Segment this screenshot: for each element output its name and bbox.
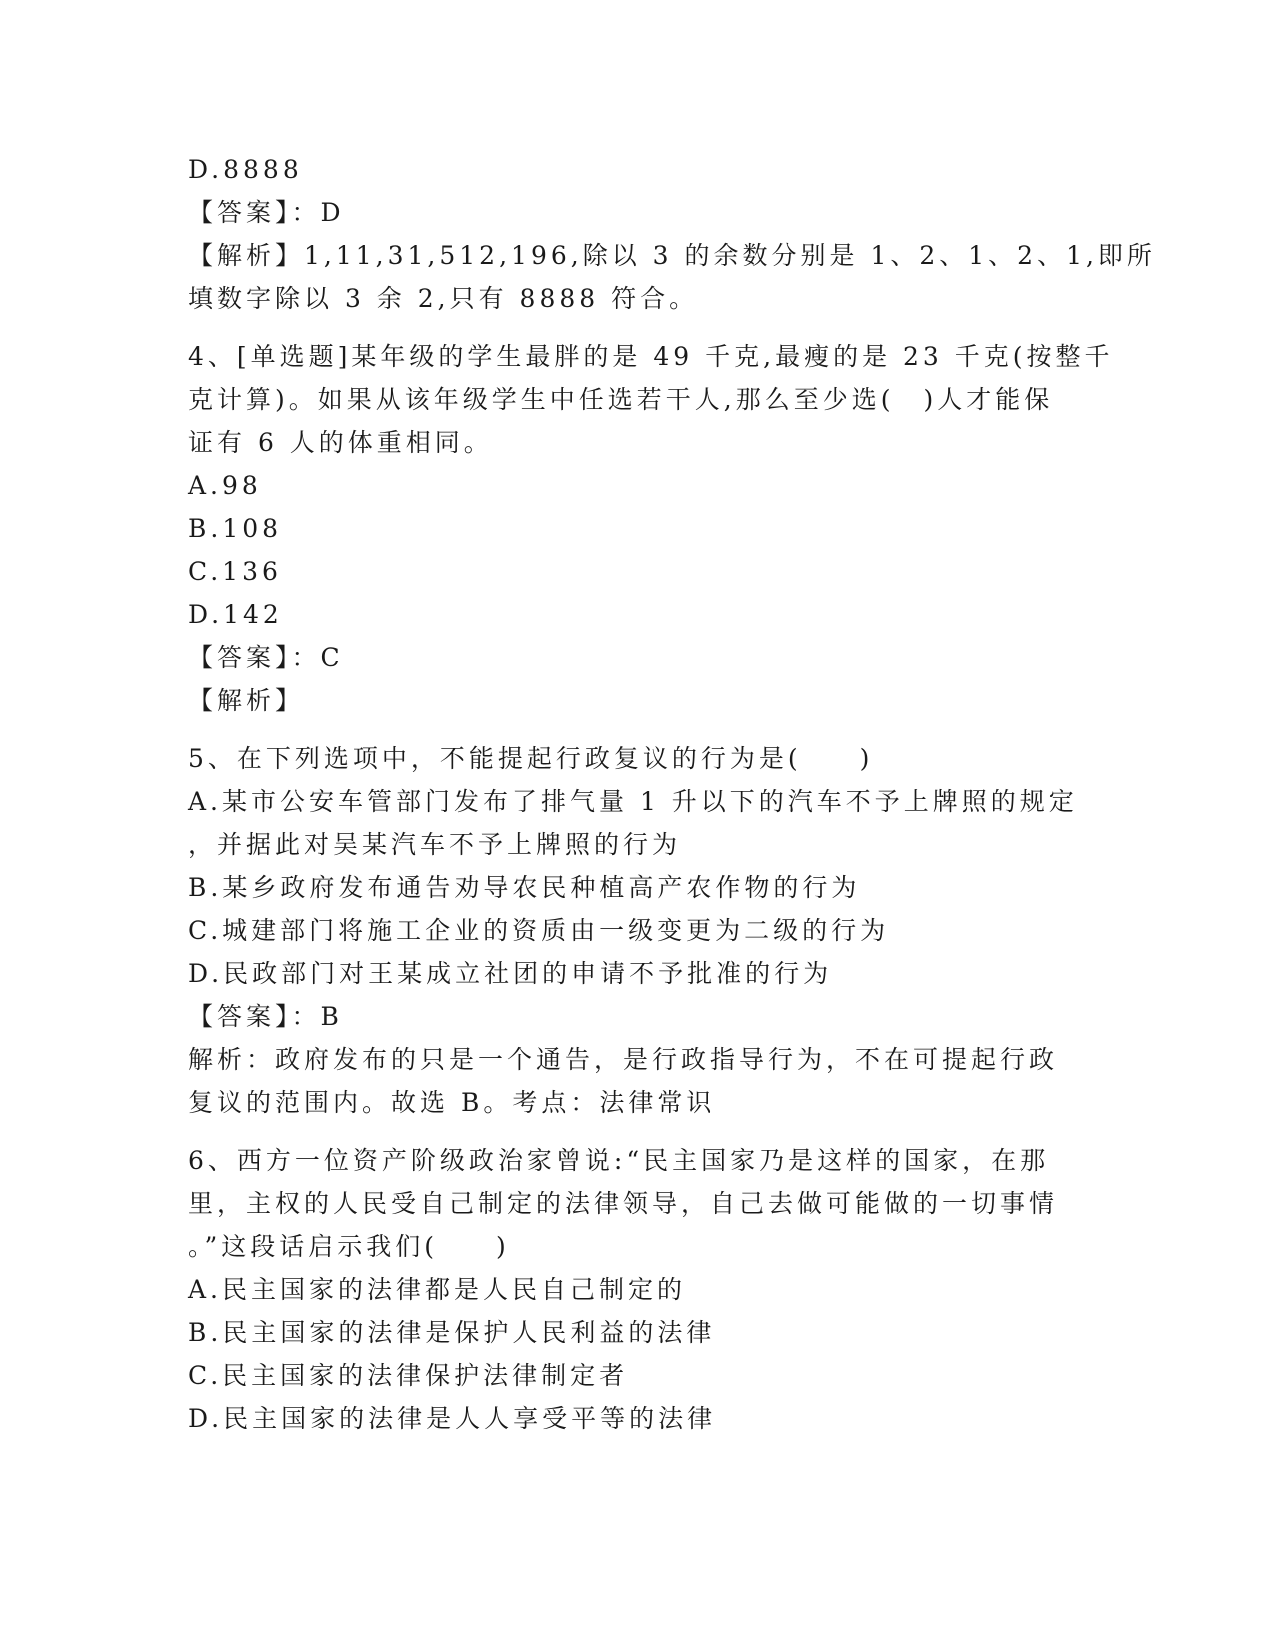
q6-option-b: B.民主国家的法律是保护人民利益的法律 xyxy=(188,1318,716,1347)
spacer xyxy=(188,320,1088,335)
q3-option-d: D.8888 xyxy=(188,155,303,184)
q3-analysis-line1: 【解析】1,11,31,512,196,除以 3 的余数分别是 1、2、1、2、1,即所 xyxy=(188,241,1156,270)
q5-analysis-line2: 复议的范围内。故选 B。考点：法律常识 xyxy=(188,1088,716,1117)
q6-stem-line3: 。”这段话启示我们( ) xyxy=(188,1232,510,1261)
q5-answer: 【答案】：B xyxy=(188,1002,343,1031)
q4-stem-line1: 4、[单选题]某年级的学生最胖的是 49 千克,最瘦的是 23 千克(按整千 xyxy=(188,342,1114,371)
q3-answer: 【答案】：D xyxy=(188,198,345,227)
q4-option-a: A.98 xyxy=(188,471,262,500)
q4-option-d: D.142 xyxy=(188,600,283,629)
q5-option-a-line2: ，并据此对吴某汽车不予上牌照的行为 xyxy=(188,830,682,859)
q6-stem-line1: 6、西方一位资产阶级政治家曾说:“民主国家乃是这样的国家，在那 xyxy=(188,1146,1050,1175)
q5-option-b: B.某乡政府发布通告劝导农民种植高产农作物的行为 xyxy=(188,873,861,902)
q4-stem-line3: 证有 6 人的体重相同。 xyxy=(188,428,493,457)
q4-option-c: C.136 xyxy=(188,557,282,586)
q5-analysis-line1: 解析：政府发布的只是一个通告，是行政指导行为，不在可提起行政 xyxy=(188,1045,1059,1074)
q5-option-c: C.城建部门将施工企业的资质由一级变更为二级的行为 xyxy=(188,916,890,945)
q6-option-a: A.民主国家的法律都是人民自己制定的 xyxy=(188,1275,687,1304)
document-page xyxy=(188,148,1156,1440)
q3-analysis-line2: 填数字除以 3 余 2,只有 8888 符合。 xyxy=(188,284,699,313)
q4-stem-line2: 克计算)。如果从该年级学生中任选若干人,那么至少选( )人才能保 xyxy=(188,385,1054,414)
q4-option-b: B.108 xyxy=(188,514,283,543)
q4-answer: 【答案】：C xyxy=(188,643,344,672)
q5-option-a-line1: A.某市公安车管部门发布了排气量 1 升以下的汽车不予上牌照的规定 xyxy=(188,787,1078,816)
q6-option-c: C.民主国家的法律保护法律制定者 xyxy=(188,1361,629,1390)
q5-stem: 5、在下列选项中，不能提起行政复议的行为是( ) xyxy=(188,744,874,773)
spacer xyxy=(188,722,1088,737)
q5-option-d: D.民政部门对王某成立社团的申请不予批准的行为 xyxy=(188,959,833,988)
q6-option-d: D.民主国家的法律是人人享受平等的法律 xyxy=(188,1404,717,1433)
q6-stem-line2: 里，主权的人民受自己制定的法律领导，自己去做可能做的一切事情 xyxy=(188,1189,1059,1218)
spacer xyxy=(188,1124,1088,1139)
q4-analysis: 【解析】 xyxy=(188,686,305,715)
